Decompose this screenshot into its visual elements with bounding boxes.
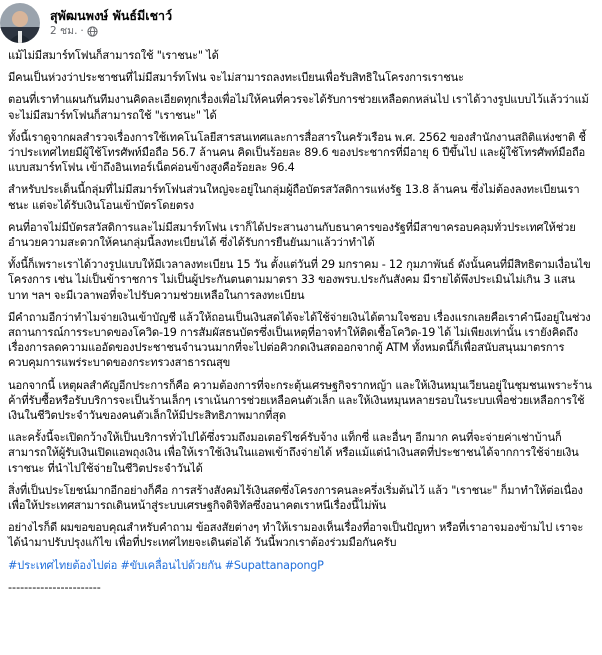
- hashtag-link[interactable]: #ขับเคลื่อนไปด้วยกัน: [120, 558, 222, 572]
- dot-separator: ·: [80, 25, 84, 37]
- post-time[interactable]: 2 ชม.: [50, 25, 78, 37]
- post-paragraph: มีคนเป็นห่วงว่าประชาชนที่ไม่มีสมาร์ทโฟน จะไม่สามารถลงทะเบียนเพื่อรับสิทธิในโครงการเราชนะ: [8, 71, 464, 85]
- post-paragraph: สิ่งที่เป็นประโยชน์มากอีกอย่างก็คือ การสร้างสังคมไร้เงินสดซึ่งโครงการคนละครึ่งเริ่มต้นไว้ แล้ว "เราชนะ" ก็มาทำให้ต่อเนื่อง เพื่อให้ประเทศสามารถเดินหน้าสู่ระบบเศรษฐกิจดิจิทัลซึ่งอนาคตเราหนีเรื่องนี้ไม่พ้น: [8, 483, 583, 513]
- post-paragraph: คนที่อาจไม่มีบัตรสวัสดิการและไม่มีสมาร์ทโฟน เราก็ได้ประสานงานกับธนาคารของรัฐที่มีสาขาครอบคลุมทั่วประเทศให้ช่วยอำนวยความสะดวกให้คนกลุ่มนี้ลงทะเบียนได้ ซึ่งได้รับการยืนยันมาแล้วว่าทำได้: [8, 220, 576, 250]
- post-paragraph: นอกจากนี้ เหตุผลสำคัญอีกประการก็คือ ความต้องการที่จะกระตุ้นเศรษฐกิจรากหญ้า และให้เงินหมุนเวียนอยู่ในชุมชนเพราะร้านค้าที่รับซื้อหรือรับบริการจะเป็นร้านเล็กๆ เราเน้นการช่วยเหลือคนตัวเล็ก และให้เงินหมุนหลายรอบในระบบเพื่อช่วยเหลือการใช้เงินในชีวิตประจำวันของคนตัวเล็กให้มีประสิทธิภาพมากที่สุด: [8, 378, 592, 423]
- post-paragraph: ทั้งนี้ก็เพราะเราได้วางรูปแบบให้มีเวลาลงทะเบียน 15 วัน ตั้งแต่วันที่ 29 มกราคม - 12 กุมภาพันธ์ ดังนั้นคนที่มีสิทธิตามเงื่อนไขโครงการ เช่น ไม่เป็นข้าราชการ ไม่เป็นผู้ประกันตนตามมาตรา 33 ของพรบ.ประกันสังคม มีรายได้พึงประเมินไม่เกิน 3 แสนบาท ฯลฯ จะมีเวลาพอที่จะไปรับความช่วยเหลือในการลงทะเบียน: [8, 258, 591, 302]
- post-body: [8, 48, 594, 595]
- post-meta: [50, 8, 172, 38]
- post-paragraph: อย่างไรก็ดี ผมขอขอบคุณสำหรับคำถาม ข้อสงสัยต่างๆ ทำให้เรามองเห็นเรื่องที่อาจเป็นปัญหา หรือที่เราอาจมองข้ามไป เราจะได้นำมาปรับปรุงแก้ไข เพื่อที่ประเทศไทยจะเดินต่อได้ วันนี้พวกเราต้องร่วมมือกันครับ: [8, 521, 584, 550]
- post-paragraph: สำหรับประเด็นนี้กลุ่มที่ไม่มีสมาร์ทโฟนส่วนใหญ่จะอยู่ในกลุ่มผู้ถือบัตรสวัสดิการแห่งรัฐ 13.8 ล้านคน ซึ่งไม่ต้องลงทะเบียนเราชนะ แต่จะได้รับเงินโอนเข้าบัตรโดยตรง: [8, 183, 580, 212]
- post-paragraph: และครั้งนี้จะเปิดกว้างให้เป็นบริการทั่วไปได้ซึ่งรวมถึงมอเตอร์ไซค์รับจ้าง แท็กซี่ และอื่นๆ อีกมาก คนที่จะจ่ายค่าเช่าบ้านก็สามารถให้ผู้รับเงินเปิดแอพถุงเงิน เพื่อให้เราใช้เงินในแอพเข้าถึงจ่ายได้ หรือแม้แต่นำเงินสดที่ประชาชนได้จากการใช้จ่ายเงินเราชนะ ที่นำไปใช้จ่ายในชีวิตประจำวันได้: [8, 431, 579, 475]
- globe-icon: [87, 26, 98, 37]
- post-paragraph: ตอนที่เราทำแผนกันทีมงานคิดละเอียดทุกเรื่องเพื่อไม่ให้คนที่ควรจะได้รับการช่วยเหลือตกหล่นไป เราได้วางรูปแบบไว้แล้วว่าแม้จะไม่มีสมาร์ทโฟนก็สามารถใช้ "เราชนะ" ได้: [8, 93, 589, 122]
- avatar[interactable]: [0, 3, 40, 43]
- post-header: [0, 6, 594, 40]
- hashtag-link[interactable]: #ประเทศไทยต้องไปต่อ: [8, 558, 118, 572]
- post-paragraph: มีคำถามอีกว่าทำไมจ่ายเงินเข้าบัญชี แล้วให้ถอนเป็นเงินสดได้จะได้ใช้จ่ายเงินได้ตามใจชอบ เรื่องแรกเลยคือเราคำนึงอยู่ในช่วงสถานการณ์การระบาดของโควิด-19 การสัมผัสธนบัตรซึ่งเป็นเหตุที่อาจทำให้ติดเชื้อโควิด-19 ได้ ไม่เพียงเท่านั้น เรายังคิดถึงเรื่องการลดความแออัดของประชาชนจำนวนมากที่จะไปต่อคิวกดเงินสดออกจากตู้ ATM ทั้งหมดนี้ก็เพื่อสนับสนุนมาตรการควบคุมการแพร่ระบาดของกระทรวงสาธารณสุข: [8, 310, 591, 370]
- avatar-photo-icon: [0, 3, 40, 43]
- hashtag-line: [8, 558, 594, 573]
- author-name[interactable]: สุพัฒนพงษ์ พันธ์มีเชาว์: [50, 8, 173, 23]
- separator-line: -----------------------: [8, 580, 101, 594]
- post-subline: [50, 24, 172, 38]
- post-paragraph: ทั้งนี้เราดูจากผลสำรวจเรื่องการใช้เทคโนโลยีสารสนเทศและการสื่อสารในครัวเรือน พ.ศ. 2562 ของสำนักงานสถิติแห่งชาติ ชี้ว่าประเทศไทยมีผู้ใช้โทรศัพท์มือถือ 56.7 ล้านคน คิดเป็นร้อยละ 89.6 ของประชากรที่มีอายุ 6 ปีขึ้นไป และผู้ใช้โทรศัพท์มือถือแบบสมาร์ทโฟน เข้าถึงอินเทอร์เน็ตค่อนข้างสูงคือร้อยละ 96.4: [8, 130, 586, 175]
- post-paragraph: แม้ไม่มีสมาร์ทโฟนก็สามารถใช้ "เราชนะ" ได้: [8, 49, 219, 62]
- hashtag-link[interactable]: #SupattanapongP: [224, 558, 324, 572]
